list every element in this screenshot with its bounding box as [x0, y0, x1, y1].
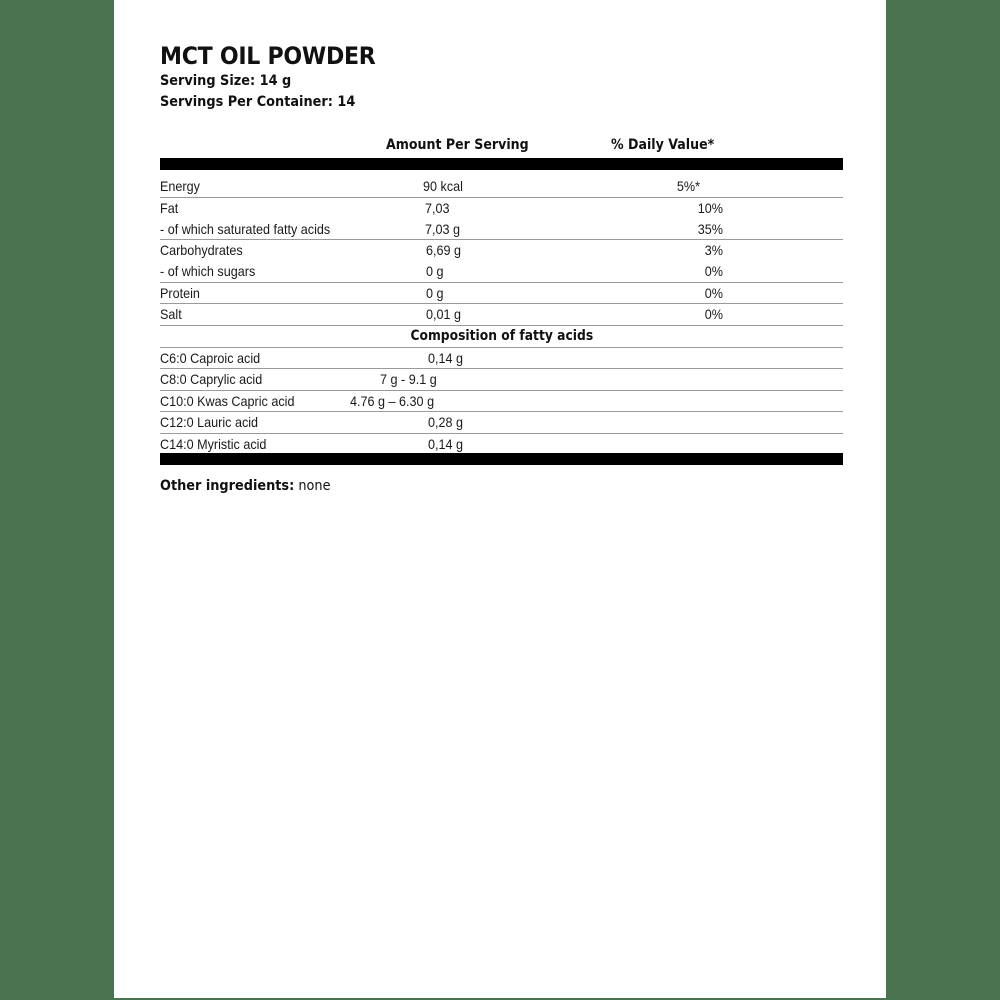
fatty-acid-amount: 4.76 g – 6.30 g: [350, 392, 435, 409]
nutrient-amount: 7,03: [425, 199, 450, 216]
fatty-acid-amount: 0,14 g: [428, 349, 464, 366]
table-row-energy: [160, 176, 843, 198]
nutrient-dv: 0%: [704, 306, 723, 322]
nutrient-name: - of which sugars: [160, 263, 256, 279]
table-row-salt: [160, 304, 843, 326]
nutrient-dv: 0%: [704, 263, 723, 279]
fatty-acid-name: C14:0 Myristic acid: [160, 435, 267, 452]
header-daily-value: % Daily Value*: [611, 137, 715, 153]
other-ingredients-label: Other ingredients:: [160, 478, 295, 494]
nutrient-amount: 6,69 g: [426, 242, 462, 258]
thick-rule-top: [160, 158, 843, 170]
table-row-c8: [160, 369, 843, 391]
nutrient-amount: 0 g: [426, 284, 444, 301]
thick-rule-bottom: [160, 453, 843, 465]
nutrient-name: Fat: [160, 199, 179, 216]
table-row-c12: [160, 412, 843, 434]
table-row-c10: [160, 391, 843, 413]
fatty-acid-amount: 7 g - 9.1 g: [380, 371, 437, 387]
nutrient-dv: 10%: [697, 199, 723, 216]
nutrient-dv: 5%*: [676, 178, 700, 194]
nutrient-name: Energy: [160, 178, 200, 194]
fatty-acid-name: C6:0 Caproic acid: [160, 349, 261, 366]
fatty-acid-name: C12:0 Lauric acid: [160, 414, 259, 430]
header-amount-per-serving: Amount Per Serving: [386, 137, 529, 153]
nutrient-dv: 35%: [697, 220, 723, 237]
nutrient-name: Carbohydrates: [160, 242, 243, 258]
nutrient-amount: 90 kcal: [423, 178, 463, 194]
nutrient-dv: 0%: [704, 284, 723, 301]
table-row-c6: [160, 348, 843, 370]
table-row-protein: [160, 283, 843, 305]
servings-per-container: Servings Per Container: 14: [160, 94, 356, 110]
nutrition-table: [160, 176, 843, 455]
fatty-acid-name: C10:0 Kwas Capric acid: [160, 392, 295, 409]
nutrient-dv: 3%: [704, 242, 723, 258]
section-fatty-acids-heading: [160, 326, 843, 348]
table-row-carbohydrates: [160, 240, 843, 261]
nutrient-amount: 0,01 g: [426, 306, 462, 322]
nutrient-name: Protein: [160, 284, 200, 301]
nutrient-amount: 0 g: [426, 263, 444, 279]
nutrition-label-panel: [114, 0, 886, 998]
fatty-acid-amount: 0,14 g: [428, 435, 464, 452]
other-ingredients-value: none: [298, 478, 331, 494]
nutrient-name: - of which saturated fatty acids: [160, 220, 331, 237]
table-row-fat: [160, 198, 843, 219]
nutrient-amount: 7,03 g: [425, 220, 461, 237]
table-row-saturated: [160, 219, 843, 241]
serving-size: Serving Size: 14 g: [160, 73, 292, 89]
section-title: Composition of fatty acids: [410, 327, 593, 344]
nutrient-name: Salt: [160, 306, 182, 322]
fatty-acid-amount: 0,28 g: [428, 414, 464, 430]
other-ingredients: [160, 478, 331, 494]
product-title: MCT OIL POWDER: [160, 42, 376, 70]
table-row-sugars: [160, 261, 843, 283]
fatty-acid-name: C8:0 Caprylic acid: [160, 371, 263, 387]
table-row-c14: [160, 434, 843, 455]
